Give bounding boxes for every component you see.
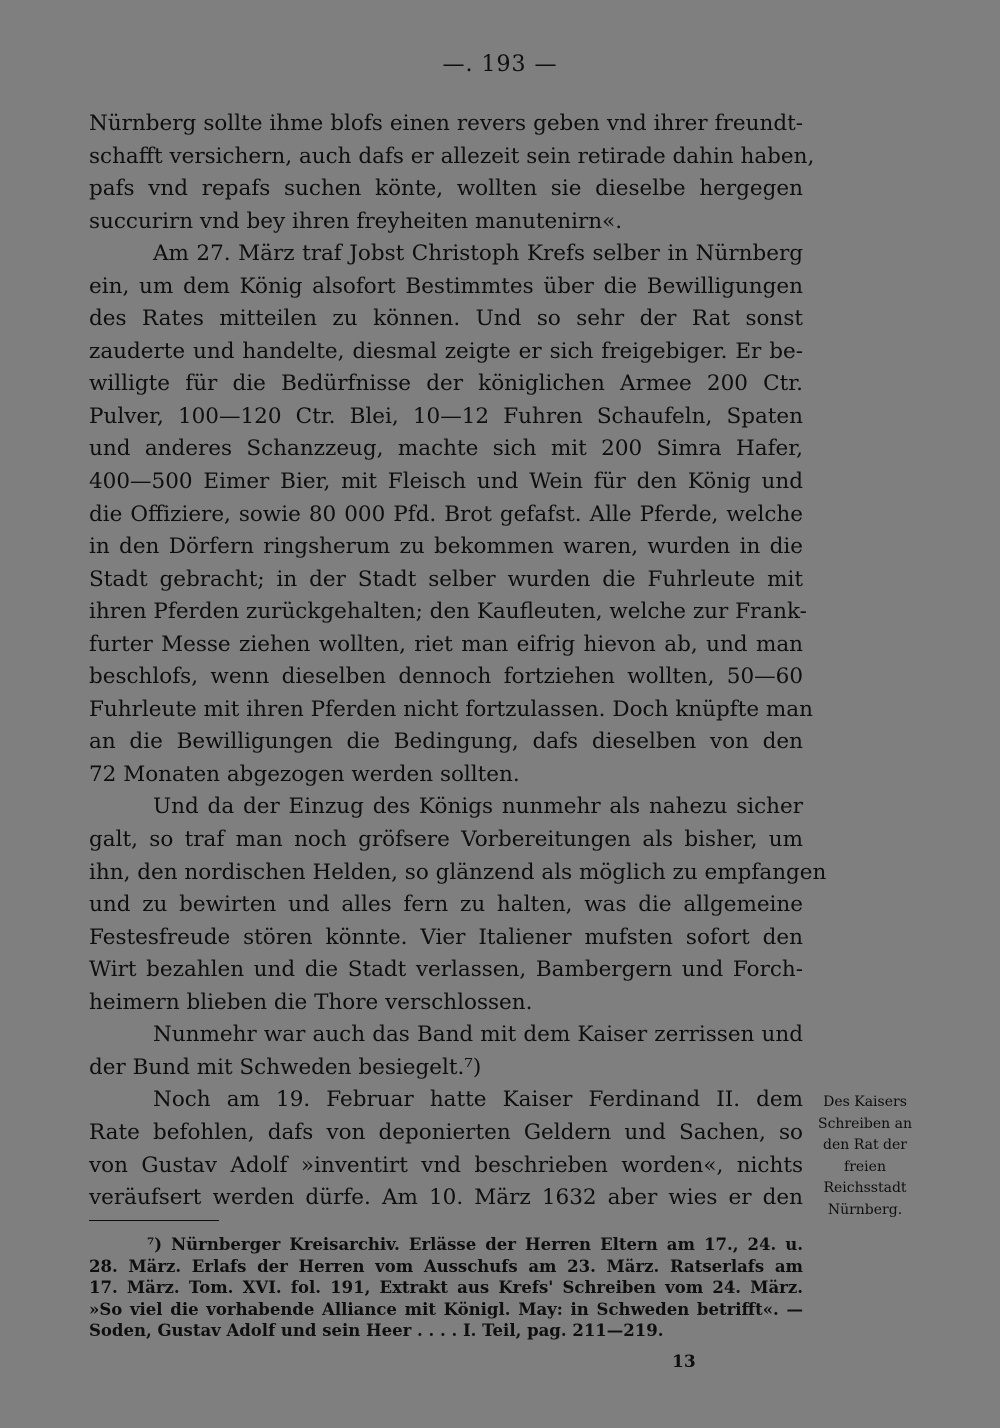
marginal-note-line: Reichsstadt [823,1180,907,1196]
body-line: und zu bewirten und alles fern zu halten, was die allgemeine [89,892,803,918]
body-line: Fuhrleute mit ihren Pferden nicht fortzulassen. Doch knüpfte man [89,696,813,722]
marginal-note [812,1092,918,1221]
body-line: in den Dörfern ringsherum zu bekommen waren, wurden in die [89,534,803,560]
body-line: ihren Pferden zurückgehalten; den Kaufleuten, welche zur Frank- [89,599,807,625]
body-line: willigte für die Bedürfnisse der königlichen Armee 200 Ctr. [89,371,803,397]
body-line: Und da der Einzug des Königs nunmehr als nahezu sicher [153,794,803,820]
body-line: des Rates mitteilen zu können. Und so sehr der Rat sonst [89,306,803,332]
body-line: 400—500 Eimer Bier, mit Fleisch und Wein für den König und [89,469,803,495]
body-line: furter Messe ziehen wollten, riet man eifrig hievon ab, und man [89,631,803,657]
body-line: galt, so traf man noch gröfsere Vorbereitungen als bisher, um [89,827,803,853]
body-line: der Bund mit Schweden besiegelt.⁷) [89,1054,482,1080]
body-line: ein, um dem König alsofort Bestimmtes über die Bewilligungen [89,273,803,299]
body-line: zauderte und handelte, diesmal zeigte er sich freigebiger. Er be- [89,338,803,364]
body-line: Nunmehr war auch das Band mit dem Kaiser zerrissen und [153,1022,803,1048]
marginal-note-line: Nürnberg. [827,1201,903,1218]
footnote-line: Soden, Gustav Adolf und sein Heer . . . . I. Teil, pag. 211—219. [89,1321,664,1341]
body-line: Festesfreude stören könnte. Vier Italiener mufsten sofort den [89,924,803,950]
body-line: von Gustav Adolf »inventirt vnd beschrieben worden«, nichts [89,1152,803,1178]
signature-mark: 13 [672,1352,696,1372]
body-line: beschlofs, wenn dieselben dennoch fortziehen wollten, 50—60 [89,664,803,690]
footnote-line: ⁷) Nürnberger Kreisarchiv. Erlässe der Herren Eltern am 17., 24. u. [147,1235,803,1254]
body-line: succurirn vnd bey ihren freyheiten manutenirn«. [89,208,623,234]
body-line: 72 Monaten abgezogen werden sollten. [89,761,520,787]
body-line: Am 27. März traf Jobst Christoph Krefs selber in Nürnberg [153,241,803,267]
body-line: pafs vnd repafs suchen könte, wollten sie dieselbe hergegen [89,176,803,202]
body-text [89,108,827,1215]
body-line: an die Bewilligungen die Bedingung, dafs dieselben von den [89,729,803,755]
body-line: Stadt gebracht; in der Stadt selber wurden die Fuhrleute mit [89,566,803,592]
footnote-line: »So viel die vorhabende Alliance mit Königl. May: in Schweden betrifft«. — [89,1299,803,1319]
body-line: heimern blieben die Thore verschlossen. [89,989,533,1015]
marginal-note-line: Schreiben an [818,1115,912,1132]
footnotes [89,1234,803,1342]
body-line: Rate befohlen, dafs von deponierten Geldern und Sachen, so [89,1119,803,1145]
body-line: Noch am 19. Februar hatte Kaiser Ferdinand II. dem [153,1087,803,1113]
body-line: veräufsert werden dürfe. Am 10. März 1632 aber wies er den [89,1185,803,1211]
body-line: Wirt bezahlen und die Stadt verlassen, Bambergern und Forch- [89,957,803,983]
body-line: und anderes Schanzzeug, machte sich mit 200 Simra Hafer, [89,436,803,462]
body-line: die Offiziere, sowie 80 000 Pfd. Brot gefafst. Alle Pferde, welche [89,501,803,527]
marginal-note-line: Des Kaisers [823,1094,907,1110]
body-line: Pulver, 100—120 Ctr. Blei, 10—12 Fuhren Schaufeln, Spaten [89,403,803,429]
footnote-divider [89,1220,219,1221]
footnote-line: 17. März. Tom. XVI. fol. 191, Extrakt aus Krefs' Schreiben vom 24. März. [89,1278,803,1298]
footnote-line: 28. März. Erlafs der Herren vom Ausschufs am 23. März. Ratserlafs am [89,1256,803,1276]
page-number: —. 193 — [442,52,558,77]
body-line: ihn, den nordischen Helden, so glänzend als möglich zu empfangen [89,859,827,885]
body-line: schafft versichern, auch dafs er allezeit sein retirade dahin haben, [89,143,815,169]
marginal-note-line: den Rat der [823,1137,907,1153]
body-line: Nürnberg sollte ihme blofs einen revers geben vnd ihrer freundt- [89,111,803,136]
marginal-note-line: freien [844,1158,886,1175]
